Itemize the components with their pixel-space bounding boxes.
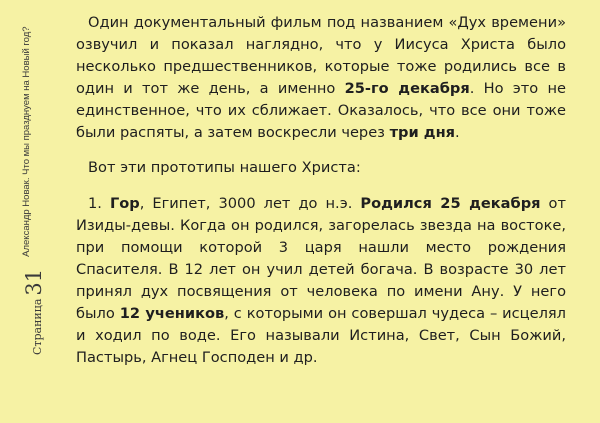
- text-run: 1.: [88, 195, 110, 213]
- text-run: , с которыми он совершал чудеса – исцелял и ходил по воде. Его называли Истина, Свет, Сын Божий, Пастырь, Агнец Господен и др.: [76, 304, 566, 366]
- bold-disciples: 12 учеников: [119, 304, 225, 322]
- sidebar-rotated-text: [22, 26, 46, 355]
- page-sidebar: [0, 0, 44, 423]
- book-title: Александр Новак. Что мы празднуем на Новый год?: [21, 26, 32, 257]
- text-run: Один документальный фильм под названием «Дух времени» озвучил и показал наглядно, что у Иисуса Христа было несколько предшественников, которые тоже родились все в один и тот же день, а именно: [76, 14, 566, 97]
- text-run: . Но это не единственное, что их сближает. Оказалось, что все они тоже были распяты, а затем воскресли через: [76, 79, 566, 141]
- bold-born-date: Родился 25 декабря: [360, 195, 541, 213]
- page-label: Страница: [31, 298, 44, 355]
- text-run: от Изиды-девы. Когда он родился, загорелась звезда на востоке, при помощи которой 3 царя нашли место рождения Спасителя. В 12 лет он учил детей богача. В возрасте 30 лет принял дух посвящения от человека по имени Ану. У него было: [76, 195, 566, 322]
- text-run: Вот эти прототипы нашего Христа:: [88, 159, 361, 177]
- bold-date: 25-го декабря: [344, 79, 470, 97]
- bold-horus: Гор: [109, 195, 140, 213]
- text-run: .: [455, 123, 460, 141]
- paragraph-lead: [76, 157, 566, 179]
- main-text: [76, 12, 566, 369]
- paragraph-horus: [76, 193, 566, 368]
- page-number: 31: [22, 268, 46, 296]
- bold-three-days: три дня: [389, 123, 456, 141]
- text-run: , Египет, 3000 лет до н.э.: [139, 195, 361, 213]
- paragraph-intro: [76, 12, 566, 143]
